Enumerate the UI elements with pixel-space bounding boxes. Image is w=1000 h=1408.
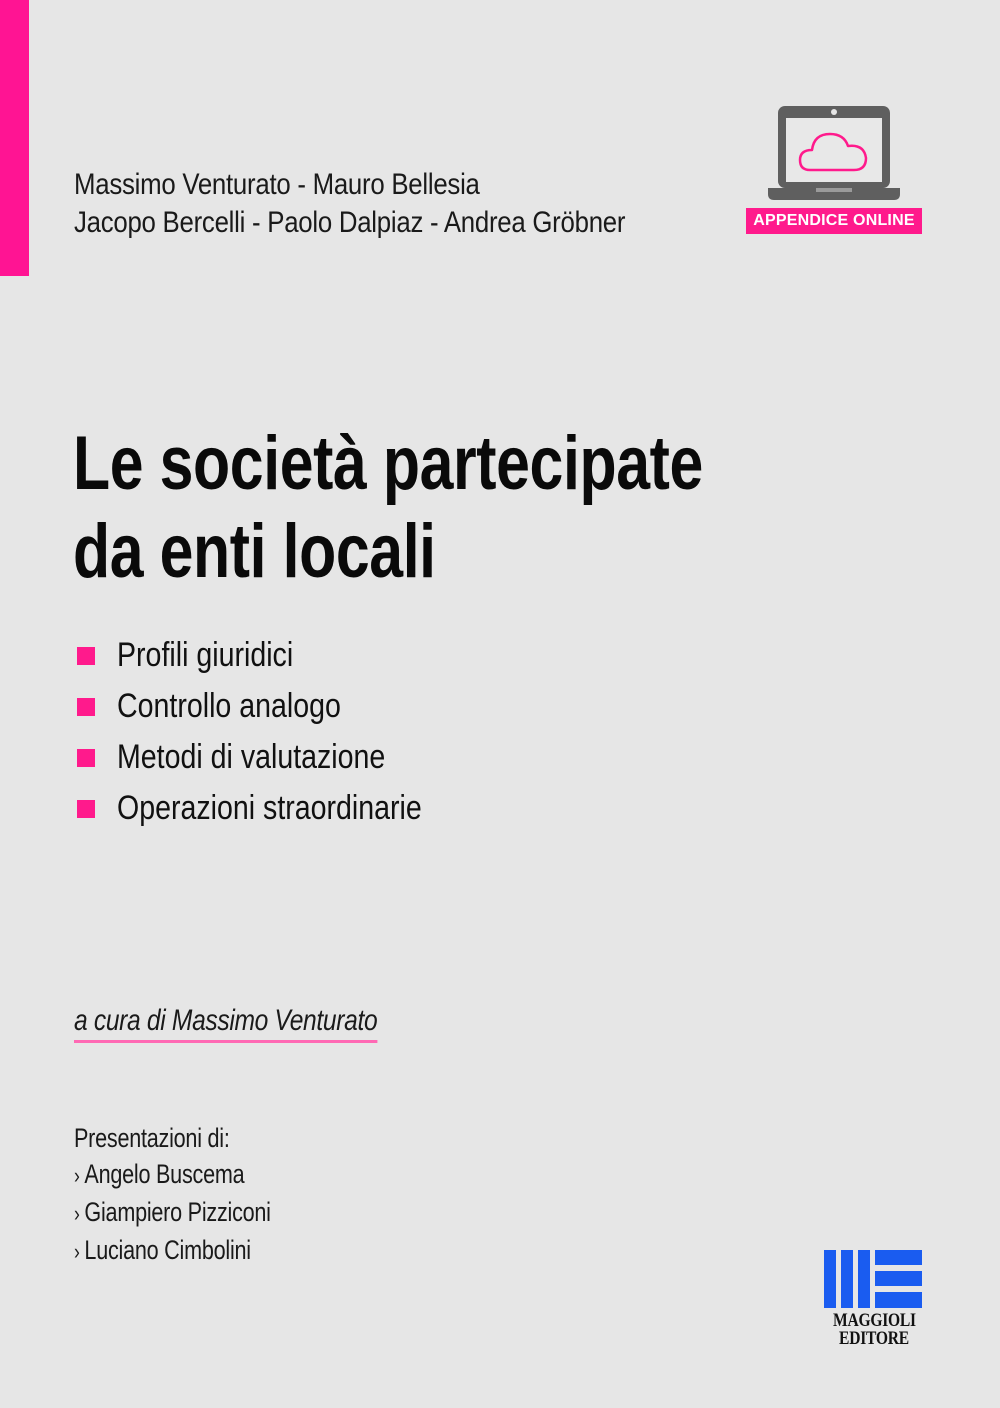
chevron-right-icon: › (74, 1163, 80, 1188)
topics-list (77, 630, 480, 834)
title-line-1: Le società partecipate (73, 421, 703, 506)
presentations-heading: Presentazioni di: (74, 1123, 230, 1153)
presenter-item: › Angelo Buscema (74, 1159, 245, 1189)
square-bullet-icon (77, 647, 95, 665)
chevron-right-icon: › (74, 1239, 80, 1264)
accent-bar (0, 0, 29, 276)
authors (74, 166, 625, 242)
square-bullet-icon (77, 698, 95, 716)
online-appendix-badge (746, 104, 924, 229)
book-title (73, 420, 703, 596)
square-bullet-icon (77, 800, 95, 818)
authors-line-1: Massimo Venturato - Mauro Bellesia (74, 168, 480, 201)
maggioli-logo-icon (824, 1250, 922, 1308)
title-line-2: da enti locali (73, 509, 436, 594)
chevron-right-icon: › (74, 1201, 80, 1226)
topic-item: Operazioni straordinarie (77, 783, 480, 834)
appendix-online-label: APPENDICE ONLINE (746, 208, 922, 234)
curator-credit: a cura di Massimo Venturato (74, 1004, 377, 1043)
topic-item: Metodi di valutazione (77, 732, 480, 783)
square-bullet-icon (77, 749, 95, 767)
authors-line-2: Jacopo Bercelli - Paolo Dalpiaz - Andrea Gröbner (74, 206, 626, 239)
publisher-name: MAGGIOLI EDITORE (833, 1310, 916, 1349)
presenter-item: › Luciano Cimbolini (74, 1235, 251, 1265)
topic-item: Profili giuridici (77, 630, 480, 681)
presentations (74, 1120, 271, 1270)
presenter-item: › Giampiero Pizziconi (74, 1197, 271, 1227)
laptop-cloud-icon (768, 104, 900, 204)
publisher-logo (824, 1250, 924, 1348)
topic-item: Controllo analogo (77, 681, 480, 732)
